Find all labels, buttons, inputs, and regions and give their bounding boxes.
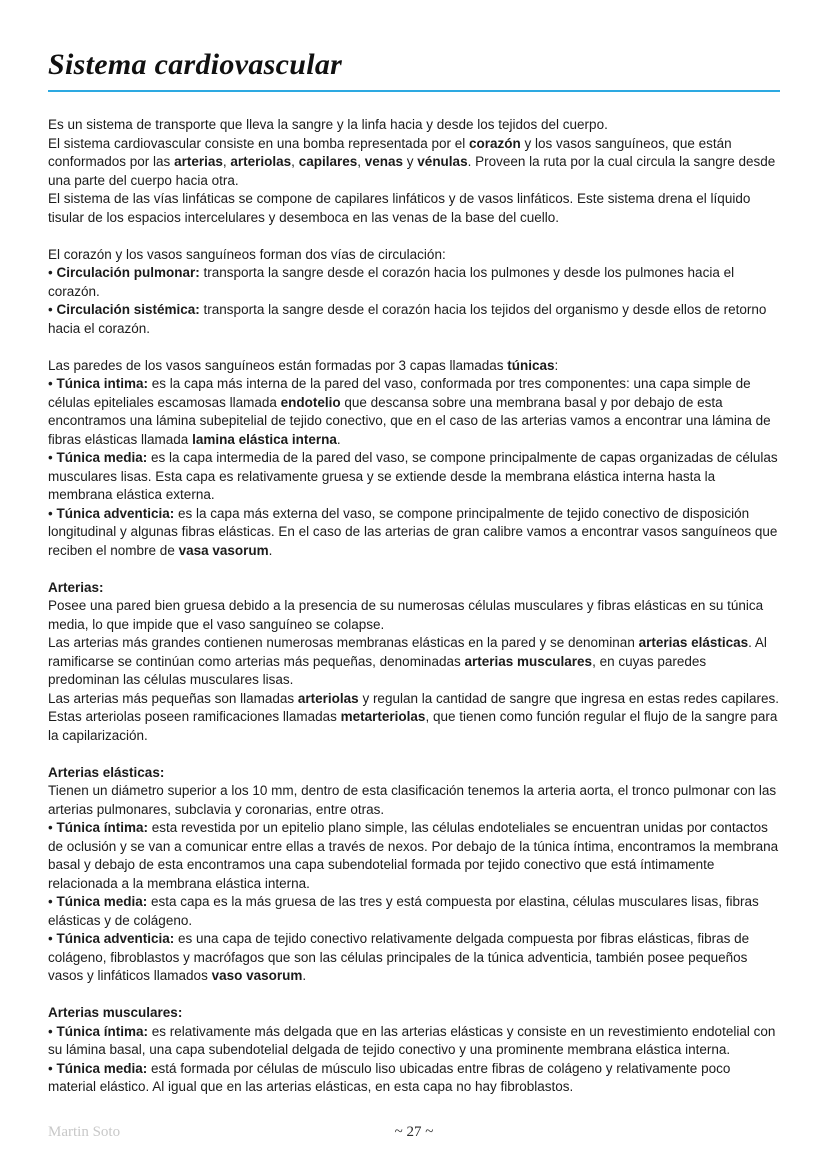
text-run: es relativamente más delgada que en las arterias elásticas y consiste en un revestimiento endotelial con su lámina basal, una capa subendotelial delgada de tejido conectivo y una prominente membrana elástica interna. — [48, 1023, 776, 1057]
text-run: , que tienen como función regular el flujo de la sangre para la capilarización. — [48, 709, 778, 743]
text-run: es la capa intermedia de la pared del vaso, se compone principalmente de capas organizadas de células musculares lisas. Esta capa es relativamente gruesa y se extiende desde la membrana elástica interna hasta la membrana elástica externa. — [48, 450, 778, 502]
bold-term: Túnica adventicia: — [56, 931, 175, 946]
text-run: transporta la sangre desde el corazón hacia los pulmones y desde los pulmones hacia el corazón. — [48, 265, 735, 299]
text-run: y — [403, 154, 418, 169]
text-run: . Proveen la ruta por la cual circula la sangre desde una parte del cuerpo hacia otra. — [48, 154, 776, 188]
text-line — [48, 116, 780, 135]
text-run: Tienen un diámetro superior a los 10 mm, dentro de esta clasificación tenemos la arteria aorta, el tronco pulmonar con las arterias pulmonares, subclavia y coronarias, entre otras. — [48, 783, 777, 817]
text-run: Es un sistema de transporte que lleva la sangre y la linfa hacia y desde los tejidos del cuerpo. — [48, 117, 608, 132]
bold-term: lamina elástica interna — [192, 431, 337, 447]
text-line — [48, 190, 780, 227]
title-rule — [48, 90, 780, 92]
bold-term: Túnica media: — [56, 1060, 148, 1076]
bold-term: endotelio — [280, 394, 341, 410]
text-run: , — [291, 154, 299, 169]
bold-term: túnicas — [507, 357, 555, 373]
bold-term: arterias elásticas — [638, 635, 749, 650]
document-body — [48, 116, 780, 1097]
text-run: Las arterias más pequeñas son llamadas — [48, 690, 298, 706]
text-run: • — [48, 376, 57, 391]
bold-term: Arterias musculares: — [48, 1005, 183, 1020]
bold-term: Túnica íntima: — [56, 820, 148, 835]
text-line — [48, 375, 780, 449]
bold-term: arteriolas — [297, 690, 359, 706]
text-run: , en cuyas paredes predominan las células musculares lisas. — [48, 653, 707, 687]
text-run: • — [48, 931, 57, 946]
text-line — [48, 634, 780, 690]
bold-term: Arterias: — [48, 579, 104, 595]
text-run: El corazón y los vasos sanguíneos forman dos vías de circulación: — [48, 246, 446, 262]
bold-term: arteriolas — [230, 154, 292, 169]
text-run: • — [48, 1060, 57, 1076]
bold-term: Túnica adventicia: — [56, 505, 175, 521]
bold-term: Arterias elásticas: — [48, 764, 165, 780]
bold-term: Circulación sistémica: — [56, 302, 200, 317]
text-run: Las paredes de los vasos sanguíneos están formadas por 3 capas llamadas — [48, 357, 508, 373]
text-line — [48, 579, 780, 598]
text-run: que descansa sobre una membrana basal y por debajo de esta encontramos una lámina subepitelial de tejido conectivo, que en el caso de las arterias vamos a encontrar una lámina de fibras elásticas llamada — [48, 394, 771, 447]
text-line — [48, 764, 780, 783]
bold-term: arterias musculares — [464, 653, 593, 669]
bold-term: corazón — [468, 135, 521, 151]
text-run: Posee una pared bien gruesa debido a la presencia de su numerosas células musculares y fibras elásticas en su túnica media, lo que impide que el vaso sanguíneo se colapse. — [48, 598, 764, 632]
bold-term: vénulas — [417, 154, 468, 169]
text-line — [48, 357, 780, 376]
bold-term: vaso vasorum — [211, 968, 303, 983]
text-line — [48, 1060, 780, 1097]
paragraph-block-arterias — [48, 579, 780, 746]
text-run: , — [357, 154, 365, 169]
footer-author: Martin Soto — [48, 1124, 121, 1140]
text-run: • — [48, 820, 57, 835]
text-run: : — [554, 357, 559, 373]
bold-term: vasa vasorum — [178, 542, 269, 558]
text-run: . — [336, 431, 341, 447]
paragraph-block-circulacion — [48, 246, 780, 339]
bold-term: capilares — [298, 154, 358, 169]
text-run: El sistema de las vías linfáticas se compone de capilares linfáticos y de vasos linfáticos. Este sistema drena el líquido tisular de los espacios intercelulares y desemboca en las venas de la base del cuello. — [48, 191, 751, 225]
text-line — [48, 1004, 780, 1023]
paragraph-block-intro — [48, 116, 780, 227]
text-run: • — [48, 265, 57, 280]
bold-term: Túnica media: — [56, 450, 148, 465]
page-footer — [48, 1122, 780, 1141]
text-line — [48, 505, 780, 561]
text-run: esta revestida por un epitelio plano simple, las células endoteliales se encuentran unidas por contactos de oclusión y se van a comunicar entre ellas a través de nexos. Por debajo de la túnica íntima, encontramos la membrana basal y debajo de esta encontramos una capa subendotelial formada por tejido conectivo que está íntimamente relacionada a la membrana elástica interna. — [48, 820, 779, 891]
text-line — [48, 597, 780, 634]
text-run: . Al ramificarse se continúan como arterias más pequeñas, denominadas — [48, 635, 767, 669]
paragraph-block-arterias-elasticas — [48, 764, 780, 986]
text-run: transporta la sangre desde el corazón hacia los tejidos del organismo y desde ellos de retorno hacia el corazón. — [48, 302, 767, 336]
text-run: • — [48, 894, 57, 909]
text-run: es una capa de tejido conectivo relativamente delgada compuesta por fibras elásticas, fibras de colágeno, fibroblastos y macrófagos que son las células principales de la túnica adventicia, también posee pequeños vasos y linfáticos llamados — [48, 931, 750, 983]
text-run: está formada por células de músculo liso ubicadas entre fibras de colágeno y relativamente poco material elástico. Al igual que en las arterias elásticas, en esta capa no hay fibroblastos. — [48, 1060, 731, 1094]
bold-term: metarteriolas — [340, 709, 426, 724]
text-line — [48, 893, 780, 930]
text-line — [48, 135, 780, 191]
text-line — [48, 930, 780, 986]
text-run: Las arterias más grandes contienen numerosas membranas elásticas en la pared y se denominan — [48, 635, 639, 650]
text-run: El sistema cardiovascular consiste en una bomba representada por el — [48, 135, 469, 151]
text-run: • — [48, 505, 57, 521]
text-line — [48, 449, 780, 505]
paragraph-block-tunicas — [48, 357, 780, 561]
text-run: • — [48, 1023, 57, 1039]
text-line — [48, 301, 780, 338]
text-line — [48, 819, 780, 893]
bold-term: Túnica intima: — [56, 376, 148, 391]
text-line — [48, 690, 780, 746]
bold-term: Túnica íntima: — [56, 1023, 148, 1039]
text-line — [48, 1023, 780, 1060]
bold-term: arterias — [174, 154, 223, 169]
text-run: , — [222, 154, 231, 169]
paragraph-block-arterias-musculares — [48, 1004, 780, 1097]
bold-term: venas — [364, 154, 404, 169]
page-number: ~ 27 ~ — [394, 1124, 434, 1140]
text-line — [48, 264, 780, 301]
bold-term: Túnica media: — [56, 894, 148, 909]
text-run: es la capa más interna de la pared del vaso, conformada por tres componentes: una capa simple de células epiteliales escamosas llamada — [48, 376, 751, 410]
text-line — [48, 782, 780, 819]
text-run: y regulan la cantidad de sangre que ingresa en estas redes capilares. Estas arteriolas poseen ramificaciones llamadas — [48, 690, 779, 724]
text-run: • — [48, 450, 57, 465]
page-title: Sistema cardiovascular — [48, 48, 343, 81]
text-run: • — [48, 302, 57, 317]
text-run: es la capa más externa del vaso, se compone principalmente de tejido conectivo de disposición longitudinal y algunas fibras elásticas. En el caso de las arterias de gran calibre vamos a encontrar vasos sanguíneos que reciben el nombre de — [48, 505, 778, 558]
text-run: y los vasos sanguíneos, que están conformados por las — [48, 135, 732, 169]
text-run: . — [268, 542, 273, 558]
bold-term: Circulación pulmonar: — [56, 265, 200, 280]
text-run: esta capa es la más gruesa de las tres y está compuesta por elastina, células musculares lisas, fibras elásticas y de colágeno. — [48, 894, 759, 928]
text-line — [48, 246, 780, 265]
text-run: . — [302, 968, 307, 983]
